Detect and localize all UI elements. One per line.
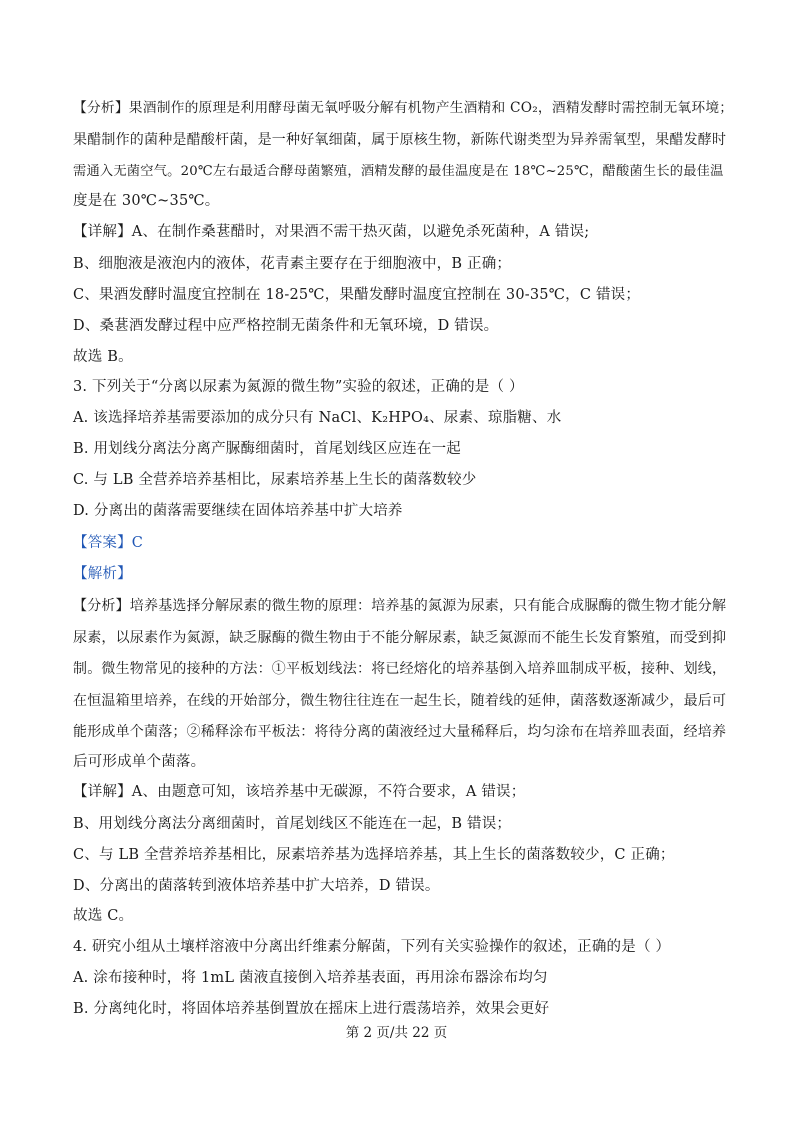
analysis1-line-3: 需通入无菌空气。20℃左右最适合酵母菌繁殖，酒精发酵的最佳温度是在 18℃~25℃，醋酸菌生长的最佳温: [73, 164, 724, 179]
analysis3-line-6: 后可形成单个菌落。: [73, 754, 206, 770]
detail1-line-3: C、果酒发酵时温度宜控制在 18-25℃，果醋发酵时温度宜控制在 30-35℃，C 错误；: [73, 287, 641, 303]
analysis1-line-2: 果醋制作的菌种是醋酸杆菌，是一种好氧细菌，属于原核生物，新陈代谢类型为异养需氧型，果醋发酵时: [73, 132, 727, 148]
detail3-line-3: C、与 LB 全营养培养基相比，尿素培养基为选择培养基，其上生长的菌落数较少，C 正确；: [73, 847, 675, 863]
question-3-stem: 3. 下列关于“分离以尿素为氮源的微生物”实验的叙述，正确的是（ ）: [73, 379, 524, 395]
question-3-option-b: B. 用划线分离法分离产脲酶细菌时，首尾划线区应连在一起: [73, 441, 461, 457]
question-4-stem: 4. 研究小组从土壤样溶液中分离出纤维素分解菌，下列有关实验操作的叙述，正确的是（ ）: [73, 939, 671, 955]
analysis3-line-1: 【分析】培养基选择分解尿素的微生物的原理：培养基的氮源为尿素，只有能合成脲酶的微生物才能分解: [73, 598, 727, 614]
detail1-line-4: D、桑葚酒发酵过程中应严格控制无菌条件和无氧环境，D 错误。: [73, 318, 499, 334]
analysis3-line-4: 在恒温箱里培养，在线的开始部分，微生物往往连在一起生长，随着线的延伸，菌落数逐渐减少，最后可: [73, 693, 727, 709]
question-3-option-a: A. 该选择培养基需要添加的成分只有 NaCl、K₂HPO₄、尿素、琼脂糖、水: [73, 410, 562, 426]
detail3-conclusion: 故选 C。: [73, 908, 134, 924]
analysis3-line-5: 能形成单个菌落；②稀释涂布平板法：将待分离的菌液经过大量稀释后，均匀涂布在培养皿表面，经培养: [73, 724, 727, 740]
detail3-line-4: D、分离出的菌落转到液体培养基中扩大培养，D 错误。: [73, 878, 440, 894]
page-footer: 第 2 页/共 22 页: [345, 1025, 448, 1041]
analysis3-line-3: 制。微生物常见的接种的方法：①平板划线法：将已经熔化的培养基倒入培养皿制成平板，接种、划线，: [73, 661, 727, 677]
detail3-line-2: B、用划线分离法分离细菌时，首尾划线区不能连在一起，B 错误；: [73, 816, 512, 832]
analysis1-line-4: 度是在 30℃~35℃。: [73, 193, 220, 209]
detail1-line-2: B、细胞液是液泡内的液体，花青素主要存在于细胞液中，B 正确；: [73, 256, 512, 272]
question-3-option-d: D. 分离出的菌落需要继续在固体培养基中扩大培养: [73, 503, 403, 519]
question-3-explanation-heading: 【解析】: [73, 566, 132, 582]
question-3-answer: 【答案】C: [73, 535, 144, 551]
detail1-conclusion: 故选 B。: [73, 349, 133, 365]
question-3-option-c: C. 与 LB 全营养培养基相比，尿素培养基上生长的菌落数较少: [73, 472, 477, 488]
analysis3-line-2: 尿素，以尿素作为氮源，缺乏脲酶的微生物由于不能分解尿素，缺乏氮源而不能生长发育繁殖，而受到抑: [73, 630, 727, 646]
question-4-option-b: B. 分离纯化时，将固体培养基倒置放在摇床上进行震荡培养，效果会更好: [73, 1001, 550, 1017]
analysis1-line-1: 【分析】果酒制作的原理是利用酵母菌无氧呼吸分解有机物产生酒精和 CO₂，酒精发酵时需控制无氧环境；: [73, 100, 734, 116]
question-4-option-a: A. 涂布接种时，将 1mL 菌液直接倒入培养基表面，再用涂布器涂布均匀: [73, 970, 548, 986]
detail1-line-1: 【详解】A、在制作桑葚醋时，对果酒不需干热灭菌，以避免杀死菌种，A 错误;: [73, 224, 590, 240]
detail3-line-1: 【详解】A、由题意可知，该培养基中无碳源，不符合要求，A 错误；: [73, 784, 526, 800]
